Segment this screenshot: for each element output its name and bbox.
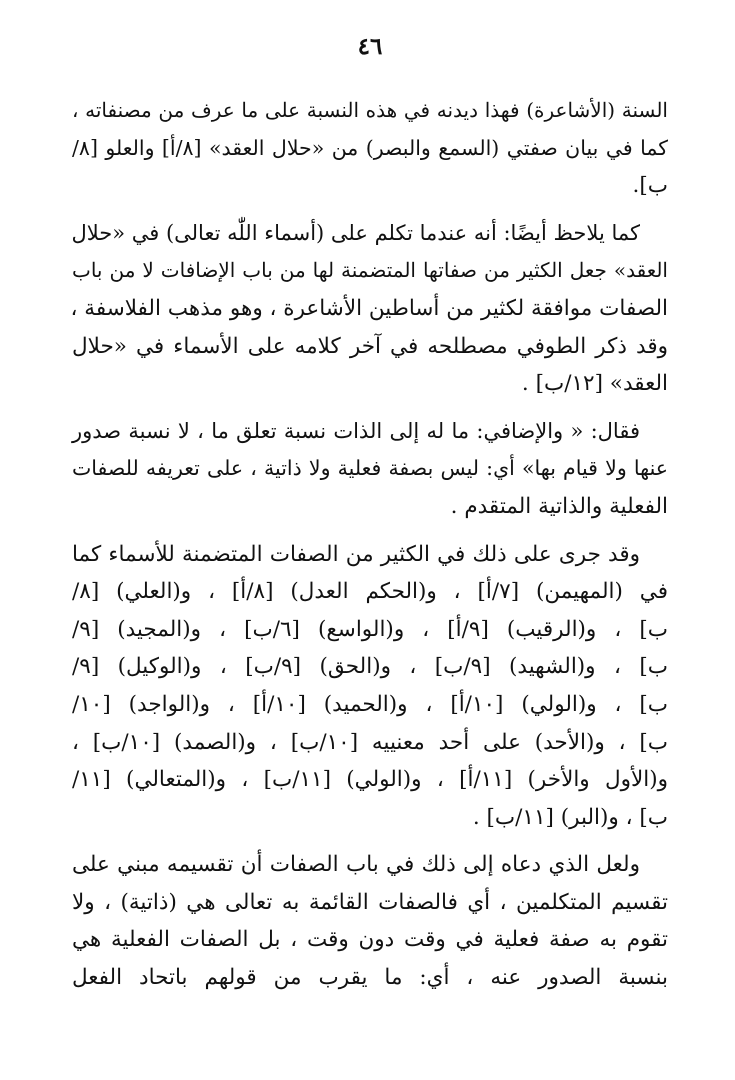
text-line: السنة (الأشاعرة) فهذا ديدنه في هذه النسبة على ما عرف من مصنفاته ، bbox=[72, 98, 668, 122]
paragraph-2 bbox=[72, 215, 668, 403]
text-line: وقد ذكر الطوفي مصطلحه في آخر كلامه على الأسماء في «حلال bbox=[72, 333, 668, 359]
text-line: العقد» جعل الكثير من صفاتها المتضمنة لها من باب الإضافات لا من باب bbox=[72, 258, 668, 283]
paragraph-5 bbox=[72, 846, 668, 996]
text-line: وقد جرى على ذلك في الكثير من الصفات المتضمنة للأسماء كما bbox=[72, 541, 640, 567]
paragraph-4 bbox=[72, 536, 668, 837]
text-line: تقوم به صفة فعلية في وقت دون وقت ، بل الصفات الفعلية هي bbox=[72, 927, 668, 953]
text-line: فقال: « والإضافي: ما له إلى الذات نسبة تعلق ما ، لا نسبة صدور bbox=[72, 418, 640, 443]
text-line: ب]. bbox=[632, 173, 668, 199]
text-line: ب] ، و(الولي) [١٠/أ] ، و(الحميد) [١٠/أ] ، و(الواجد) [١٠/ bbox=[72, 691, 669, 717]
text-line: ب] ، و(الرقيب) [٩/أ] ، و(الواسع) [٦/ب] ، و(المجيد) [٩/ bbox=[72, 616, 669, 642]
paragraph-1 bbox=[72, 92, 668, 205]
text-line: و(الأول والأخر) [١١/أ] ، و(الولي) [١١/ب] ، و(المتعالي) [١١/ bbox=[72, 767, 668, 793]
text-line: كما في بيان صفتي (السمع والبصر) من «حلال العقد» [٨/أ] والعلو [٨/ bbox=[72, 135, 668, 160]
text-line: ب] ، و(الأحد) على أحد معنييه [١٠/ب] ، و(الصمد) [١٠/ب] ، bbox=[72, 729, 668, 755]
document-page bbox=[72, 30, 668, 1007]
text-line: عنها ولا قيام بها» أي: ليس بصفة فعلية ولا ذاتية ، على تعريفه للصفات bbox=[72, 456, 668, 481]
text-line: في (المهيمن) [٧/أ] ، و(الحكم العدل) [٨/أ] ، و(العلي) [٨/ bbox=[72, 579, 668, 605]
text-line: بنسبة الصدور عنه ، أي: ما يقرب من قولهم باتحاد الفعل bbox=[72, 965, 668, 991]
text-line: كما يلاحظ أيضًا: أنه عندما تكلم على (أسماء اللّٰه تعالى) في «حلال bbox=[71, 220, 640, 245]
page-number: ٤٦ bbox=[357, 33, 383, 60]
text-line: ب] ، و(الشهيد) [٩/ب] ، و(الحق) [٩/ب] ، و(الوكيل) [٩/ bbox=[72, 654, 668, 680]
paragraph-3 bbox=[72, 413, 668, 526]
text-line: تقسيم المتكلمين ، أي فالصفات القائمة به تعالى هي (ذاتية) ، ولا bbox=[72, 889, 668, 915]
text-line: الصفات موافقة لكثير من أساطين الأشاعرة ، وهو مذهب الفلاسفة ، bbox=[70, 295, 668, 321]
text-line: ولعل الذي دعاه إلى ذلك في باب الصفات أن تقسيمه مبني على bbox=[72, 852, 640, 878]
text-line: العقد» [١٢/ب] . bbox=[521, 371, 668, 397]
text-line: الفعلية والذاتية المتقدم . bbox=[450, 493, 668, 519]
text-line: ب] ، و(البر) [١١/ب] . bbox=[472, 804, 668, 830]
